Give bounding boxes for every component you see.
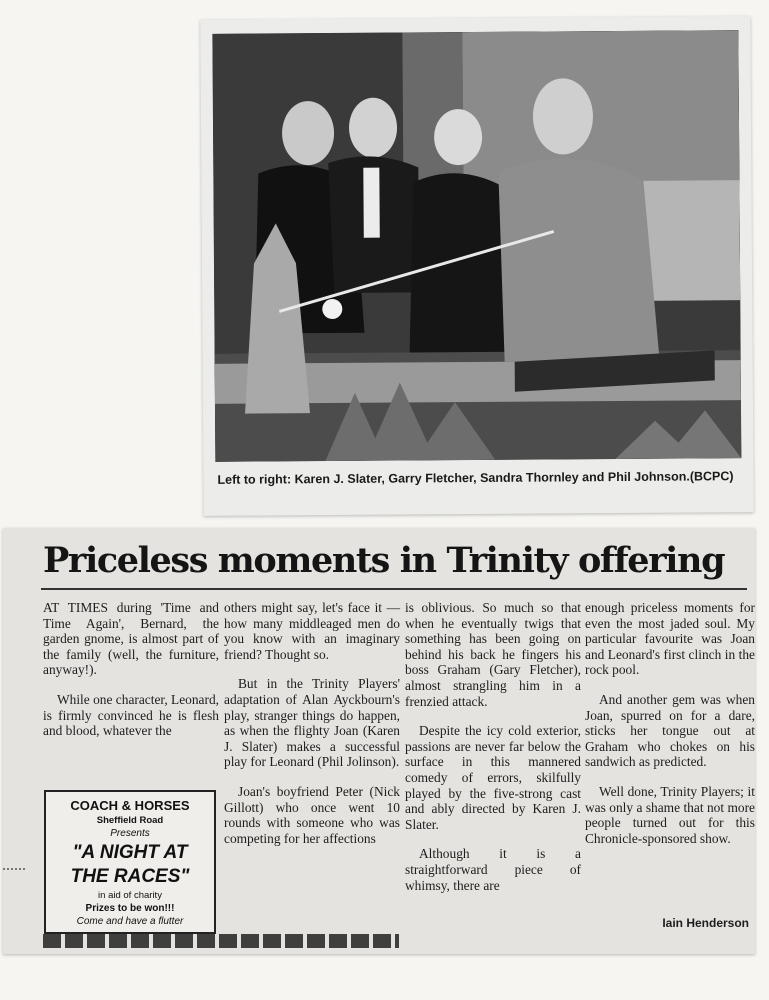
paragraph: Joan's boyfriend Peter (Nick Gillott) who once went 10 rounds with someone who was competing for her affections [224, 783, 400, 846]
paragraph: And another gem was when Joan, spurred on for a dare, sticks her tongue out at Graham who chokes on his sandwich as predicted. [585, 691, 755, 770]
cast-photo [212, 30, 741, 462]
article-column-1 [43, 600, 219, 753]
paragraph: AT TIMES during 'Time and Time Again', Bernard, the garden gnome, is almost part of the family (well, the furniture, anyway!). [43, 600, 219, 678]
photo-clipping [200, 16, 753, 516]
ad-prizes: Prizes to be won!!! [85, 903, 175, 914]
paragraph: Despite the icy cold exterior, passions are never far below the surface in this mannered comedy of errors, skilfully played by the five-strong cast and ably directed by Karen J. Slater. [405, 723, 581, 832]
cast-photo-image [212, 30, 741, 462]
paragraph: While one character, Leonard, is firmly convinced he is flesh and blood, whatever the [43, 691, 219, 739]
ad-road: Sheffield Road [96, 815, 164, 826]
ad-charity: in aid of charity [98, 890, 162, 901]
paragraph: is oblivious. So much so that when he eventually twigs that something has been going on behind his back he fingers his boss Graham (Gary Fletcher), almost strangling him in a frenzied attack. [405, 600, 581, 709]
paragraph: But in the Trinity Players' adaptation of Alan Ayckbourn's play, stranger things do happen, as when the flighty Joan (Karen J. Slater) makes a successful play for Leonard (Phil Jolinson). [224, 676, 400, 770]
ad-flutter: Come and have a flutter [76, 916, 184, 927]
paragraph: Well done, Trinity Players; it was only a shame that not more people turned out for this Chronicle-sponsored show. [585, 783, 755, 846]
ad-event-line-1: "A NIGHT AT [72, 842, 188, 863]
ad-presents: Presents [110, 828, 150, 839]
article-column-2 [224, 600, 400, 860]
headline-rule [41, 588, 747, 590]
coach-and-horses-advert [44, 790, 216, 934]
article-clipping [3, 528, 755, 954]
torn-advert-strip [43, 934, 399, 948]
ad-event-line-2: THE RACES" [70, 866, 190, 887]
ad-title: COACH & HORSES [70, 798, 190, 813]
paragraph: Although it is a straightforward piece of whimsy, there are [405, 846, 581, 893]
photo-caption: Left to right: Karen J. Slater, Garry Fletcher, Sandra Thornley and Phil Johnson.(BCPC) [217, 469, 734, 487]
byline: Iain Henderson [662, 916, 749, 930]
article-column-3 [405, 600, 581, 907]
paragraph: others might say, let's face it — how many middleaged men do you know with an imaginary friend? Thought so. [224, 600, 400, 662]
article-column-4 [585, 600, 755, 860]
paragraph: enough priceless moments for even the most jaded soul. My particular favourite was Joan and Leonard's first clinch in the rock pool. [585, 600, 755, 678]
headline: Priceless moments in Trinity offering [43, 540, 725, 581]
staple-mark [3, 868, 25, 874]
